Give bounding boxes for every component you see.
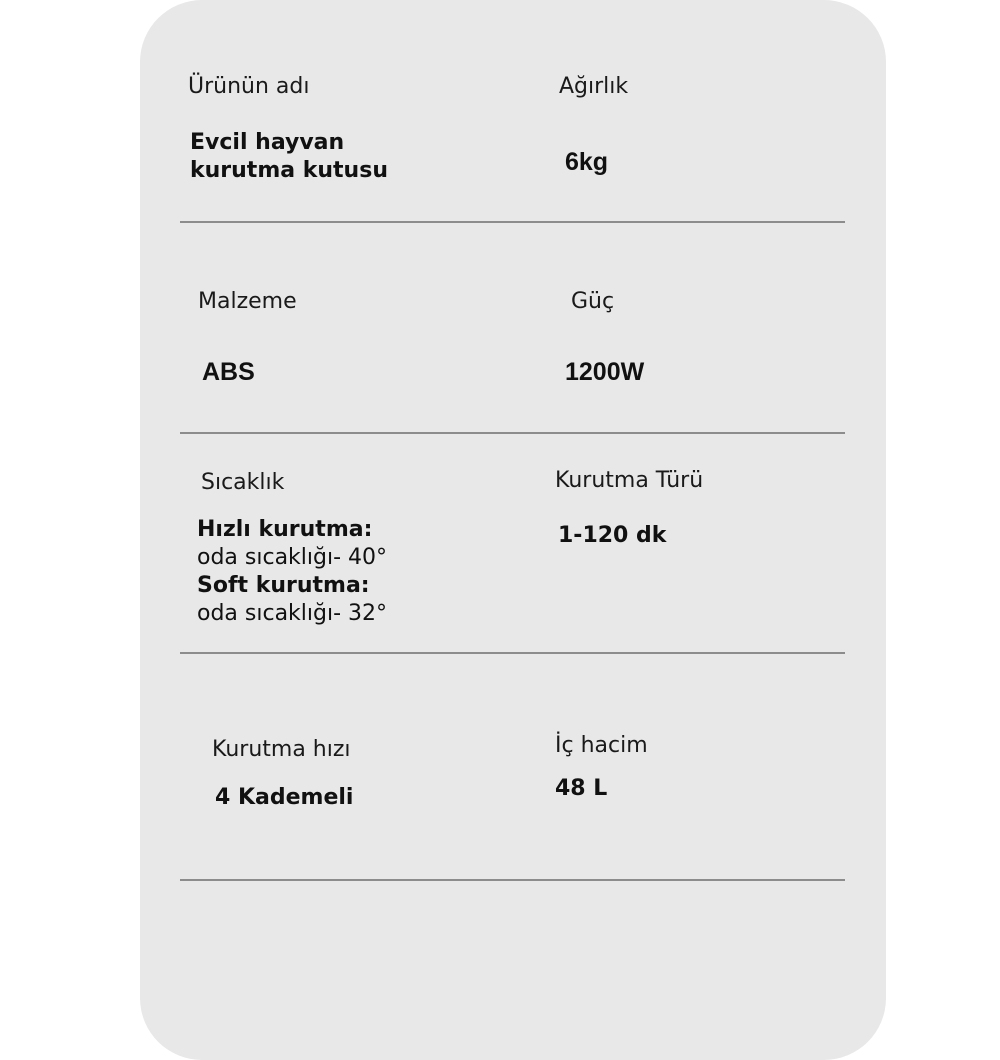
material-label: Malzeme <box>198 289 297 314</box>
weight-label: Ağırlık <box>559 74 629 99</box>
row-divider-1 <box>180 221 845 223</box>
row-divider-3 <box>180 652 845 654</box>
inner-volume-value: 48 L <box>555 776 608 801</box>
row-divider-2 <box>180 432 845 434</box>
temperature-soft-title: Soft kurutma: <box>197 573 370 598</box>
weight-value: 6kg <box>565 148 609 176</box>
temperature-value <box>197 516 387 628</box>
product-name-line-2: kurutma kutusu <box>190 158 388 183</box>
product-name-label: Ürünün adı <box>188 74 310 99</box>
temperature-fast-range: oda sıcaklığı- 40° <box>197 545 388 570</box>
drying-speed-label: Kurutma hızı <box>212 737 351 762</box>
product-name-value <box>190 129 388 185</box>
power-value: 1200W <box>565 358 645 386</box>
drying-speed-value: 4 Kademeli <box>215 785 354 810</box>
temperature-fast-title: Hızlı kurutma: <box>197 517 373 542</box>
product-name-line-1: Evcil hayvan <box>190 130 345 155</box>
power-label: Güç <box>571 289 615 314</box>
material-value: ABS <box>202 358 255 386</box>
inner-volume-label: İç hacim <box>555 733 648 758</box>
drying-type-label: Kurutma Türü <box>555 468 704 493</box>
temperature-soft-range: oda sıcaklığı- 32° <box>197 601 388 626</box>
temperature-label: Sıcaklık <box>201 470 285 495</box>
drying-type-value: 1-120 dk <box>558 523 667 548</box>
row-divider-4 <box>180 879 845 881</box>
